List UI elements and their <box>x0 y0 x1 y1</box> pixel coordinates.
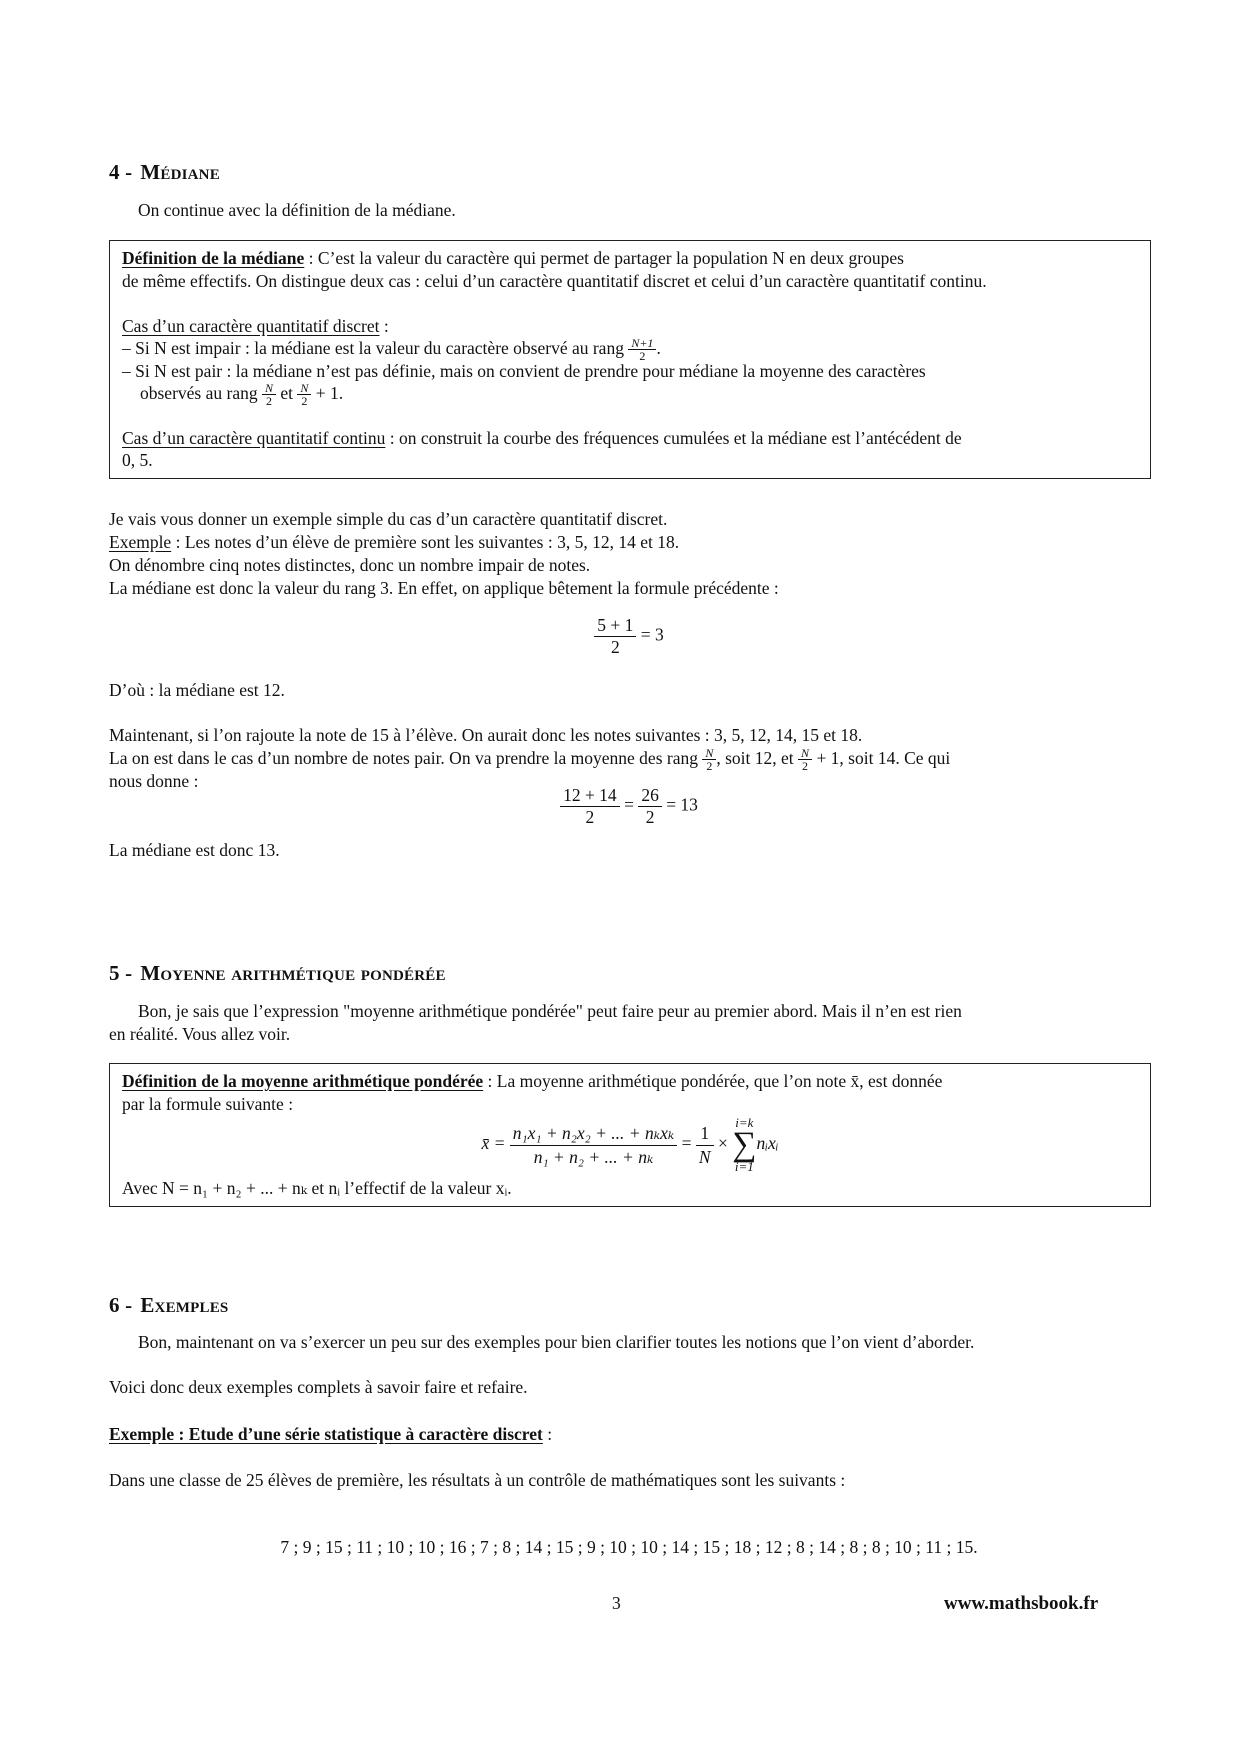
definition-box-mediane <box>109 240 1151 479</box>
def-line-1 <box>122 247 1138 270</box>
s5-intro-1: Bon, je sais que l’expression "moyenne arithmétique pondérée" peut faire peur au premier abord. Mais il n’en est rien <box>138 1001 962 1021</box>
formula-1 <box>109 615 1149 658</box>
add-line-2 <box>109 747 1149 772</box>
s4-intro: On continue avec la définition de la médiane. <box>138 200 456 220</box>
section-number: 6 - <box>109 1293 133 1317</box>
example-title: Exemple : Etude d’une série statistique à caractère discret <box>109 1424 543 1444</box>
frac-den: 2 <box>585 807 595 827</box>
frac-n-over-2-b <box>297 382 311 407</box>
s6-example-heading <box>109 1423 1149 1446</box>
def-line-2: de même effectifs. On distingue deux cas : celui d’un caractère quantitatif discret et celui d’un caractère quantitatif continu. <box>122 271 987 291</box>
def-text: : La moyenne arithmétique pondérée, que l’on note x̄, est donnée <box>483 1071 943 1091</box>
discret-colon: : <box>379 316 389 336</box>
formula-main-frac <box>510 1122 677 1169</box>
frac-den: 2 <box>706 759 713 774</box>
frac-den: 2 <box>610 637 620 657</box>
frac-num: N+1 <box>628 337 656 350</box>
def-avec: Avec N = n₁ + n₂ + ... + nₖ et nᵢ l’effectif de la valeur xᵢ. <box>122 1178 512 1198</box>
section-5-heading <box>109 961 446 986</box>
footer-url[interactable]: www.mathsbook.fr <box>944 1593 1099 1614</box>
median-result: D’où : la médiane est 12. <box>109 680 285 700</box>
section-4-heading <box>109 160 220 185</box>
discret-title: Cas d’un caractère quantitatif discret <box>122 316 380 336</box>
equals-sign: = <box>624 794 634 815</box>
section-6-heading <box>109 1293 228 1318</box>
pair-text-c: + 1. <box>311 383 344 403</box>
sum-sigma: ∑ <box>732 1126 757 1163</box>
continu-line-1 <box>122 427 1138 450</box>
impair-text: – Si N est impair : la médiane est la valeur du caractère observé au rang <box>122 338 629 358</box>
page-number: 3 <box>612 1593 621 1613</box>
frac-den: N <box>698 1146 711 1167</box>
frac-n-plus-1-over-2 <box>628 337 656 362</box>
add-text-c: + 1, soit 14. Ce qui <box>812 748 951 768</box>
sum-lower: i=1 <box>734 1159 754 1174</box>
s6-classe: Dans une classe de 25 élèves de première, les résultats à un contrôle de mathématiques sont les suivants : <box>109 1470 846 1490</box>
s6-intro: Bon, maintenant on va s’exercer un peu sur des exemples pour bien clarifier toutes les notions que l’on vient d’aborder. <box>138 1332 975 1352</box>
section-title: Médiane <box>140 160 220 184</box>
continu-title: Cas d’un caractère quantitatif continu <box>122 428 386 448</box>
sum-upper: i=k <box>735 1115 754 1130</box>
formula-2-result: = 13 <box>666 794 698 815</box>
section-title: Moyenne arithmétique pondérée <box>140 961 446 985</box>
frac-num: N <box>798 747 812 760</box>
frac-n-over-2-d <box>798 747 812 772</box>
frac-den: 2 <box>802 759 809 774</box>
frac-num: 26 <box>638 785 662 807</box>
add-line-1: Maintenant, si l’on rajoute la note de 15 à l’élève. On aurait donc les notes suivantes : 3, 5, 12, 14, 15 et 18. <box>109 725 863 745</box>
example-text: : Les notes d’un élève de première sont les suivantes : 3, 5, 12, 14 et 18. <box>171 532 680 552</box>
formula-1-frac <box>594 615 636 658</box>
formula-2 <box>109 785 1149 828</box>
formula-2-frac-1 <box>560 785 620 828</box>
frac-den: 2 <box>645 807 655 827</box>
example-label: Exemple <box>109 532 172 552</box>
frac-num: 12 + 14 <box>560 785 620 807</box>
s6-voici: Voici donc deux exemples complets à savoir faire et refaire. <box>109 1377 528 1397</box>
frac-num: n₁x₁ + n₂x₂ + ... + nₖxₖ <box>510 1122 677 1146</box>
section-number: 5 - <box>109 961 133 985</box>
def-term: Définition de la médiane <box>122 248 305 268</box>
example-intro: Je vais vous donner un exemple simple du cas d’un caractère quantitatif discret. <box>109 509 668 529</box>
def-text: : C’est la valeur du caractère qui permet de partager la population N en deux groupes <box>304 248 904 268</box>
example-count: On dénombre cinq notes distinctes, donc un nombre impair de notes. <box>109 555 591 575</box>
def-line-2: par la formule suivante : <box>122 1094 294 1114</box>
frac-num: N <box>262 382 276 395</box>
def-line-1 <box>122 1070 1138 1093</box>
frac-n-over-2-c <box>702 747 716 772</box>
frac-num: N <box>702 747 716 760</box>
impair-line: – Si N est impair : la médiane est la valeur du caractère observé au rang $\frac{N+1}{2}$ . <box>122 336 661 364</box>
def-term: Définition de la moyenne arithmétique pondérée <box>122 1071 484 1091</box>
pair-text-a: observés au rang <box>140 383 262 403</box>
frac-num: N <box>297 382 311 395</box>
formula-one-over-n <box>696 1122 714 1169</box>
example-rank: La médiane est donc la valeur du rang 3. En effet, on applique bêtement la formule précédente : <box>109 578 779 598</box>
sum-term: nᵢxᵢ <box>756 1133 779 1154</box>
median-conclusion: La médiane est donc 13. <box>109 840 280 860</box>
frac-den: 2 <box>301 394 308 409</box>
formula-lhs: x̄ = <box>481 1133 506 1154</box>
frac-num: 1 <box>696 1122 714 1146</box>
pair-text-b: et <box>276 383 298 403</box>
s6-serie: 7 ; 9 ; 15 ; 11 ; 10 ; 10 ; 16 ; 7 ; 8 ; 14 ; 15 ; 9 ; 10 ; 10 ; 14 ; 15 ; 18 ; 12 ; 8 ; 14 ; 8 ; 8 ; 10 ; 11 ; 15. <box>280 1537 978 1557</box>
add-text-a: La on est dans le cas d’un nombre de notes pair. On va prendre la moyenne des rang <box>109 748 703 768</box>
add-text-b: , soit 12, et <box>716 748 799 768</box>
frac-den: 2 <box>639 349 646 364</box>
pair-line-1: – Si N est pair : la médiane n’est pas définie, mais on convient de prendre pour médiane la moyenne des caractères <box>122 361 926 381</box>
discret-heading <box>122 315 1138 338</box>
continu-text: : on construit la courbe des fréquences cumulées et la médiane est l’antécédent de <box>385 428 962 448</box>
definition-box-moyenne <box>109 1063 1151 1207</box>
frac-num: 5 + 1 <box>594 615 636 637</box>
s5-intro-2: en réalité. Vous allez voir. <box>109 1024 291 1044</box>
times-sign: × <box>717 1133 728 1154</box>
formula-2-frac-2 <box>638 785 662 828</box>
equals-sign: = <box>681 1133 692 1154</box>
frac-den: n₁ + n₂ + ... + nₖ <box>533 1146 654 1167</box>
section-number: 4 - <box>109 160 133 184</box>
frac-n-over-2 <box>262 382 276 407</box>
frac-den: 2 <box>265 394 272 409</box>
continu-line-2: 0, 5. <box>122 450 153 470</box>
summation <box>732 1116 756 1174</box>
weighted-mean-formula <box>122 1116 1138 1174</box>
pair-line-2 <box>140 382 1138 407</box>
example-line <box>109 531 1149 554</box>
formula-1-result: = 3 <box>640 624 664 645</box>
section-title: Exemples <box>140 1293 229 1317</box>
add-line-3: nous donne : <box>109 771 199 791</box>
example-colon: : <box>542 1424 553 1444</box>
